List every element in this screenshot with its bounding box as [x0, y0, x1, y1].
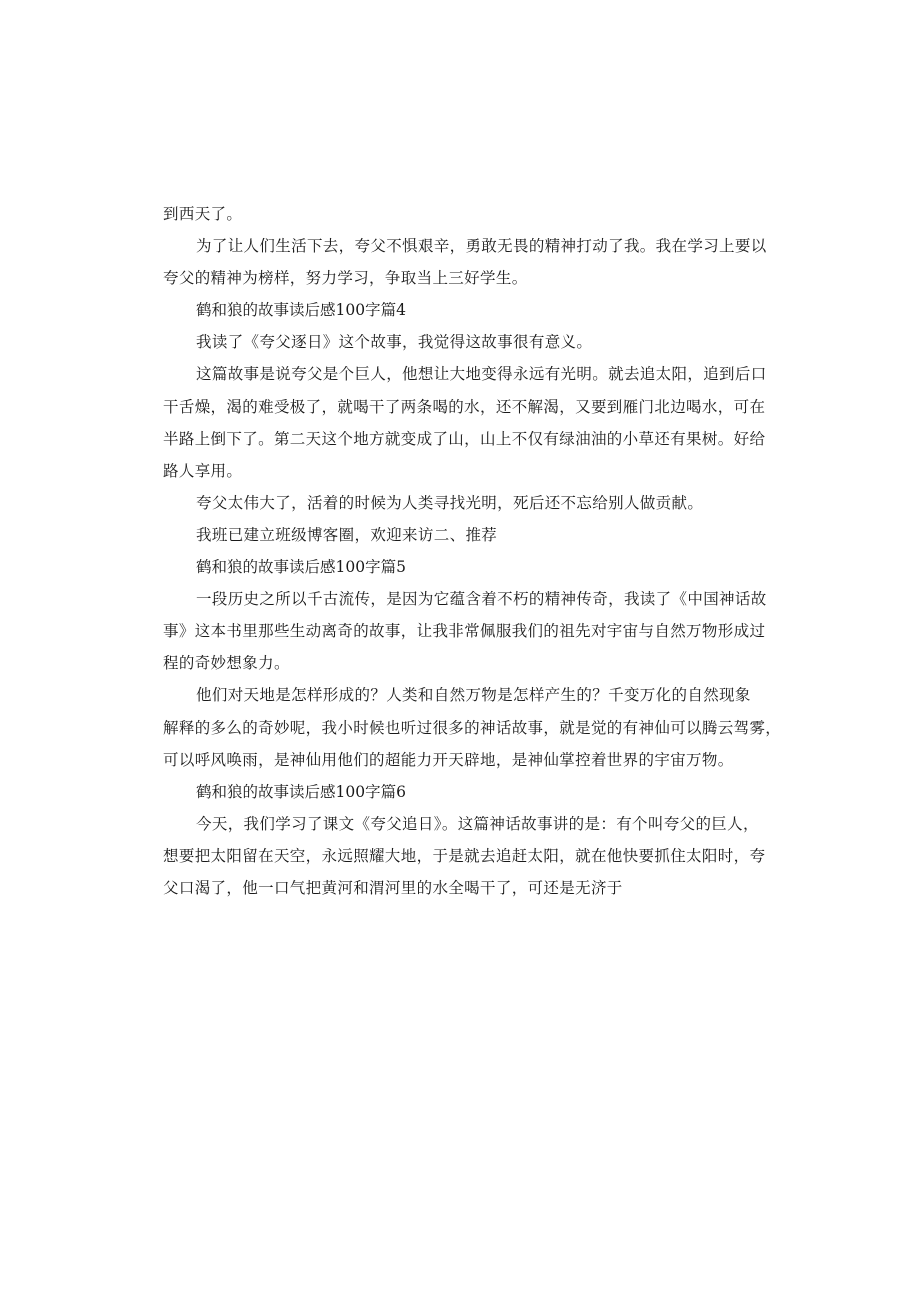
document-page [163, 198, 782, 904]
text-line: 可以呼风唤雨，是神仙用他们的超能力开天辟地，是神仙掌控着世界的宇宙万物。 [163, 750, 734, 769]
paragraph-first-line: 夸父太伟大了，活着的时候为人类寻找光明，死后还不忘给别人做贡献。 [196, 493, 704, 512]
text-line: 父口渴了，他一口气把黄河和渭河里的水全喝干了，可还是无济于 [163, 878, 623, 897]
text-line: 干舌燥，渴的难受极了，就喝干了两条喝的水，还不解渴，又要到雁门北边喝水，可在 [163, 397, 766, 416]
paragraph-first-line: 为了让人们生活下去，夸父不惧艰辛，勇敢无畏的精神打动了我。我在学习上要以 [196, 237, 767, 256]
paragraph-first-line: 我读了《夸父逐日》这个故事，我觉得这故事很有意义。 [196, 333, 593, 352]
text-line: 程的奇妙想象力。 [163, 654, 290, 673]
text-line: 夸父的精神为榜样，努力学习，争取当上三好学生。 [163, 269, 528, 288]
text-line: 半路上倒下了。第二天这个地方就变成了山，山上不仅有绿油油的小草还有果树。好给 [163, 429, 766, 448]
paragraph-first-line: 今天，我们学习了课文《夸父追日》。这篇神话故事讲的是：有个叫夸父的巨人， [196, 814, 759, 833]
paragraph-first-line: 一段历史之所以千古流传，是因为它蕴含着不朽的精神传奇，我读了《中国神话故 [196, 590, 767, 609]
text-line: 事》这本书里那些生动离奇的故事，让我非常佩服我们的祖先对宇宙与自然万物形成过 [163, 622, 766, 641]
text-line: 到西天了。 [163, 205, 243, 223]
text-line: 路人享用。 [163, 461, 243, 480]
text-line: 解释的多么的奇妙呢，我小时候也听过很多的神话故事，就是觉的有神仙可以腾云驾雾， [163, 718, 782, 737]
paragraph-first-line: 这篇故事是说夸父是个巨人，他想让大地变得永远有光明。就去追太阳，追到后口 [196, 365, 767, 384]
paragraph-first-line: 我班已建立班级博客圈，欢迎来访二、推荐 [196, 525, 498, 544]
section-heading: 鹤和狼的故事读后感100字篇4 [196, 301, 406, 320]
section-heading: 鹤和狼的故事读后感100字篇6 [196, 782, 406, 801]
text-line: 想要把太阳留在天空，永远照耀大地，于是就去追赶太阳，就在他快要抓住太阳时，夸 [163, 846, 766, 865]
section-heading: 鹤和狼的故事读后感100字篇5 [196, 558, 406, 577]
paragraph-first-line: 他们对天地是怎样形成的？人类和自然万物是怎样产生的？千变万化的自然现象 [196, 686, 751, 705]
